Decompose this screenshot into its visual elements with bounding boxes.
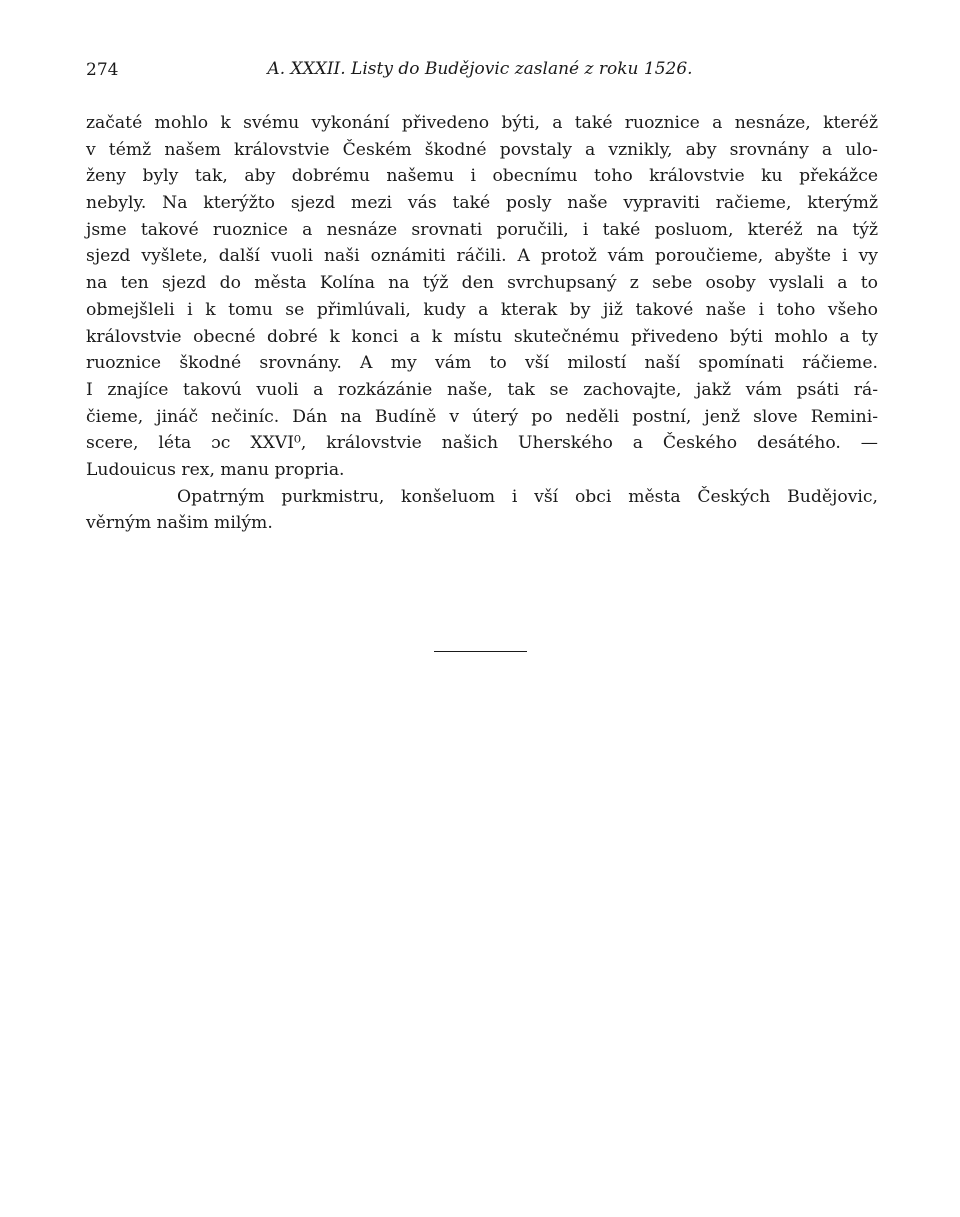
text-line: nebyly. Na kterýžto sjezd mezi vás také posly naše vypraviti račieme, kterýmž (86, 193, 878, 214)
text-line: obmejšleli i k tomu se přimlúvali, kudy a kterak by již takové naše i toho všeho (86, 299, 878, 320)
text-line: jsme takové ruoznice a nesnáze srovnati poručili, i také posluom, kteréž na týž (86, 219, 878, 240)
text-line: královstvie obecné dobré k konci a k místu skutečnému přivedeno býti mohlo a ty (86, 326, 878, 347)
text-line: ruoznice škodné srovnány. A my vám to vší milostí naší spomínati ráčieme. (86, 353, 878, 374)
signature-line: Ludouicus rex, manu propria. (86, 459, 345, 480)
text-line: sjezd vyšlete, další vuoli naši oznámiti ráčili. A protož vám poroučieme, abyšte i vy (86, 246, 878, 267)
letter-body (86, 110, 878, 537)
text-line: čieme, jináč nečiníc. Dán na Budíně v úterý po neděli postní, jenž slove Remini- (86, 406, 878, 427)
text-line: v témž našem královstvie Českém škodné povstaly a vznikly, aby srovnány a ulo- (86, 139, 878, 160)
text-line: I znajíce takovú vuoli a rozkázánie naše, tak se zachovajte, jakž vám psáti rá- (86, 379, 878, 400)
address-line: Opatrným purkmistru, konšeluom i vší obci města Českých Budějovic, (177, 486, 878, 507)
text-line: scere, léta ɔc XXVI⁰, královstvie našich Uherského a Českého desátého. — (86, 433, 878, 454)
text-line: ženy byly tak, aby dobrému našemu i obecnímu toho královstvie ku překážce (86, 166, 878, 187)
running-title: A. XXXII. Listy do Budějovic zaslané z roku 1526. (267, 59, 693, 79)
page-number: 274 (86, 60, 119, 80)
text-line: na ten sjezd do města Kolína na týž den svrchupsaný z sebe osoby vyslali a to (86, 273, 878, 294)
address-line: věrným našim milým. (86, 513, 273, 534)
section-divider (434, 651, 527, 652)
text-line: začaté mohlo k svému vykonání přivedeno býti, a také ruoznice a nesnáze, kteréž (86, 113, 878, 133)
